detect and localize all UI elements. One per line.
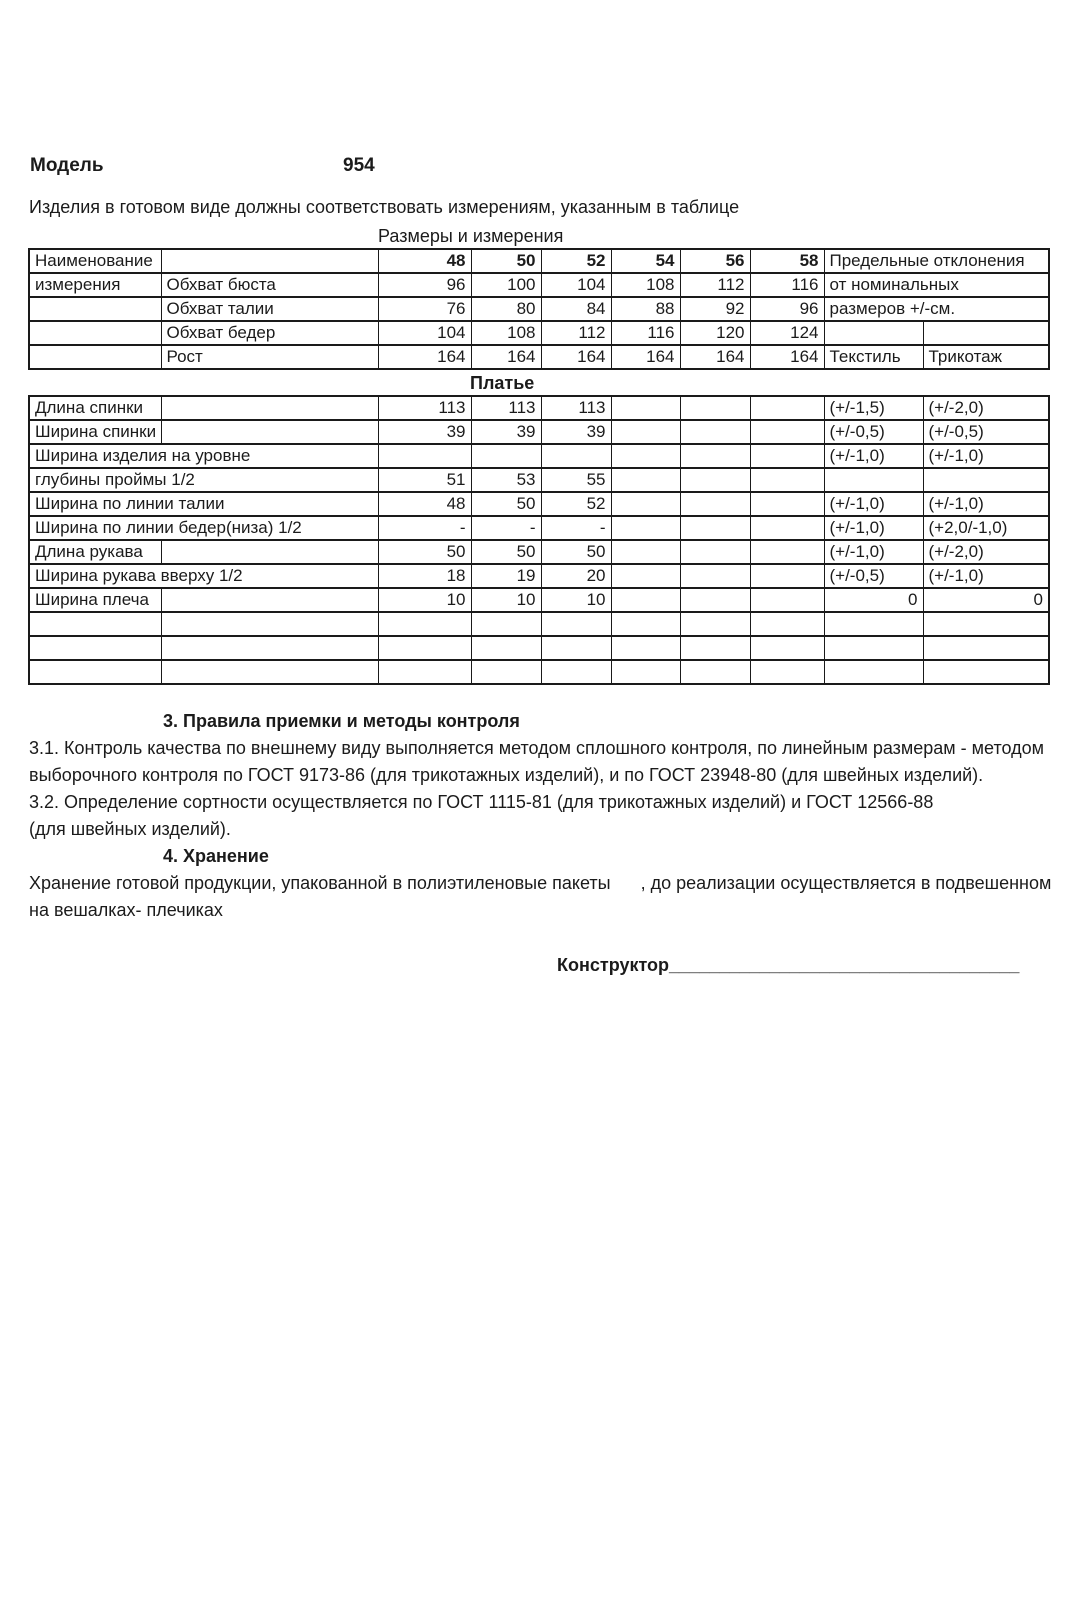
table-cell: 88 <box>611 297 680 321</box>
table-cell: 39 <box>378 420 471 444</box>
table-cell: Наименование <box>29 249 161 273</box>
table-cell: Ширина по линии талии <box>29 492 378 516</box>
table-cell <box>378 660 471 684</box>
table-row <box>29 420 1049 444</box>
paragraph-3-1-line-1: 3.1. Контроль качества по внешнему виду выполняется методом сплошного контроля, по линейным размерам - методом <box>29 738 1045 758</box>
table-row <box>29 249 1049 273</box>
table-row <box>29 564 1049 588</box>
table-row <box>29 660 1049 684</box>
table-cell: 10 <box>471 588 541 612</box>
table-cell: 164 <box>378 345 471 369</box>
table-cell: (+/-2,0) <box>923 396 1049 420</box>
table-cell <box>29 297 161 321</box>
table-cell <box>611 492 680 516</box>
table-cell: (+/-0,5) <box>923 420 1049 444</box>
table-cell <box>161 588 378 612</box>
table-row <box>29 636 1049 660</box>
table-cell: Ширина по линии бедер(низа) 1/2 <box>29 516 378 540</box>
table-cell <box>923 468 1049 492</box>
table-cell: 76 <box>378 297 471 321</box>
table-cell <box>611 540 680 564</box>
table-cell: 10 <box>378 588 471 612</box>
table-cell: (+/-1,0) <box>923 492 1049 516</box>
table-cell <box>750 660 824 684</box>
table-cell: (+/-1,0) <box>824 516 923 540</box>
table-row <box>29 396 1049 420</box>
table-cell: 96 <box>378 273 471 297</box>
table-cell <box>611 516 680 540</box>
table-cell <box>541 660 611 684</box>
table-cell: (+/-2,0) <box>923 540 1049 564</box>
table-cell <box>161 612 378 636</box>
table-cell <box>750 396 824 420</box>
table-cell: 116 <box>611 321 680 345</box>
table-row <box>29 516 1049 540</box>
table-cell <box>680 564 750 588</box>
table-cell: Ширина рукава вверху 1/2 <box>29 564 378 588</box>
signature-row <box>537 934 1019 997</box>
paragraph-3-2-line-2: (для швейных изделий). <box>29 819 231 839</box>
table-cell <box>750 444 824 468</box>
table-cell <box>161 540 378 564</box>
table-row <box>29 297 1049 321</box>
paragraph-3-2-line-1: 3.2. Определение сортности осуществляется по ГОСТ 1115-81 (для трикотажных изделий) и ГОСТ 12566-88 <box>29 792 934 812</box>
table-cell <box>611 444 680 468</box>
table-cell <box>923 660 1049 684</box>
dress-table <box>28 395 1050 685</box>
storage-paragraph-line-2: на вешалках- плечиках <box>29 900 223 920</box>
table-cell <box>824 468 923 492</box>
table-cell <box>750 588 824 612</box>
table-cell: (+/-1,0) <box>824 540 923 564</box>
dress-table-caption: Платье <box>470 373 535 393</box>
table-cell: 19 <box>471 564 541 588</box>
table-cell <box>750 540 824 564</box>
table-cell: Трикотаж <box>923 345 1049 369</box>
table-cell <box>611 468 680 492</box>
table-cell: 164 <box>471 345 541 369</box>
table-cell <box>161 636 378 660</box>
table-cell: 56 <box>680 249 750 273</box>
table-cell: (+/-1,0) <box>923 444 1049 468</box>
table-cell <box>680 420 750 444</box>
table-cell: - <box>541 516 611 540</box>
table-cell: Текстиль <box>824 345 923 369</box>
table-cell <box>541 636 611 660</box>
table-cell: 50 <box>378 540 471 564</box>
table-cell: (+/-1,0) <box>824 492 923 516</box>
storage-paragraph-line-1: Хранение готовой продукции, упакованной в полиэтиленовые пакеты , до реализации осуществляется в подвешенном <box>29 873 1052 893</box>
table-cell: 112 <box>680 273 750 297</box>
table-cell: 116 <box>750 273 824 297</box>
table-cell <box>29 612 161 636</box>
table-cell <box>750 420 824 444</box>
table-cell: 104 <box>541 273 611 297</box>
sizes-table-caption: Размеры и измерения <box>378 226 564 246</box>
table-cell: 164 <box>541 345 611 369</box>
table-cell: - <box>378 516 471 540</box>
table-cell <box>611 588 680 612</box>
table-row <box>29 612 1049 636</box>
table-cell <box>680 612 750 636</box>
table-row <box>29 468 1049 492</box>
table-cell: 164 <box>750 345 824 369</box>
table-cell <box>680 636 750 660</box>
table-cell <box>29 660 161 684</box>
table-cell: 112 <box>541 321 611 345</box>
table-cell <box>471 444 541 468</box>
table-cell: 52 <box>541 249 611 273</box>
table-cell <box>680 396 750 420</box>
table-cell: 54 <box>611 249 680 273</box>
table-cell <box>680 588 750 612</box>
table-cell: Обхват бедер <box>161 321 378 345</box>
table-cell: 124 <box>750 321 824 345</box>
table-cell: (+/-1,0) <box>923 564 1049 588</box>
table-cell <box>161 249 378 273</box>
table-row <box>29 444 1049 468</box>
table-cell <box>541 444 611 468</box>
table-cell <box>29 345 161 369</box>
table-cell <box>611 612 680 636</box>
table-cell: (+2,0/-1,0) <box>923 516 1049 540</box>
table-cell <box>750 492 824 516</box>
model-row <box>30 155 375 177</box>
constructor-label: Конструктор <box>557 955 670 975</box>
table-cell <box>471 660 541 684</box>
table-row <box>29 588 1049 612</box>
table-cell: 53 <box>471 468 541 492</box>
table-cell: 48 <box>378 492 471 516</box>
table-cell <box>824 321 923 345</box>
table-cell <box>611 420 680 444</box>
table-cell: 96 <box>750 297 824 321</box>
table-cell: Длина спинки <box>29 396 161 420</box>
table-cell <box>750 564 824 588</box>
table-cell: 113 <box>471 396 541 420</box>
table-cell: 80 <box>471 297 541 321</box>
table-cell: 48 <box>378 249 471 273</box>
table-cell: от номинальных <box>824 273 1049 297</box>
table-cell: 51 <box>378 468 471 492</box>
table-cell: Рост <box>161 345 378 369</box>
table-cell: 0 <box>923 588 1049 612</box>
table-cell: Обхват бюста <box>161 273 378 297</box>
table-cell <box>923 636 1049 660</box>
table-cell: 50 <box>471 249 541 273</box>
table-cell <box>750 468 824 492</box>
table-cell: 39 <box>541 420 611 444</box>
model-number: 954 <box>343 155 375 176</box>
table-cell <box>541 612 611 636</box>
table-row <box>29 321 1049 345</box>
table-cell <box>378 636 471 660</box>
table-cell: 100 <box>471 273 541 297</box>
table-cell <box>824 612 923 636</box>
table-cell: 52 <box>541 492 611 516</box>
table-cell: 58 <box>750 249 824 273</box>
table-cell <box>611 636 680 660</box>
table-cell: 164 <box>680 345 750 369</box>
sizes-table <box>28 248 1050 370</box>
table-cell <box>824 636 923 660</box>
table-cell: - <box>471 516 541 540</box>
table-row <box>29 273 1049 297</box>
table-row <box>29 492 1049 516</box>
signature-blank-line: ___________________________________ <box>669 955 1020 975</box>
table-cell <box>680 444 750 468</box>
table-cell <box>680 660 750 684</box>
table-cell: Ширина изделия на уровне <box>29 444 378 468</box>
table-cell: 50 <box>541 540 611 564</box>
table-cell <box>611 660 680 684</box>
table-cell: 50 <box>471 540 541 564</box>
table-cell: измерения <box>29 273 161 297</box>
table-cell <box>680 492 750 516</box>
table-cell: Длина рукава <box>29 540 161 564</box>
table-row <box>29 345 1049 369</box>
table-cell <box>378 444 471 468</box>
table-cell <box>750 516 824 540</box>
table-cell: 50 <box>471 492 541 516</box>
table-cell: 55 <box>541 468 611 492</box>
table-cell <box>750 636 824 660</box>
table-cell <box>750 612 824 636</box>
table-cell: глубины проймы 1/2 <box>29 468 378 492</box>
model-label: Модель <box>30 155 104 176</box>
table-cell: 108 <box>471 321 541 345</box>
table-cell: 164 <box>611 345 680 369</box>
table-cell <box>471 636 541 660</box>
table-cell: 120 <box>680 321 750 345</box>
table-cell: (+/-0,5) <box>824 420 923 444</box>
table-cell: 104 <box>378 321 471 345</box>
table-cell <box>923 321 1049 345</box>
table-cell <box>471 612 541 636</box>
table-cell: 113 <box>378 396 471 420</box>
table-cell: 84 <box>541 297 611 321</box>
table-cell <box>161 660 378 684</box>
rules-and-storage-sections <box>29 708 1051 924</box>
table-cell <box>29 321 161 345</box>
section-4-heading: 4. Хранение <box>163 846 269 866</box>
table-cell <box>923 612 1049 636</box>
table-cell: Предельные отклонения <box>824 249 1049 273</box>
table-cell <box>378 612 471 636</box>
table-cell: 0 <box>824 588 923 612</box>
table-cell <box>611 564 680 588</box>
table-cell: 39 <box>471 420 541 444</box>
table-cell <box>824 660 923 684</box>
table-cell <box>680 516 750 540</box>
table-cell: 108 <box>611 273 680 297</box>
paragraph-3-1-line-2: выборочного контроля по ГОСТ 9173-86 (для трикотажных изделий), и по ГОСТ 23948-80 (для швейных изделий). <box>29 765 984 785</box>
table-cell: 20 <box>541 564 611 588</box>
table-cell <box>161 420 378 444</box>
table-cell: 92 <box>680 297 750 321</box>
table-cell: (+/-1,5) <box>824 396 923 420</box>
table-cell: Обхват талии <box>161 297 378 321</box>
table-cell: 10 <box>541 588 611 612</box>
table-cell: Ширина плеча <box>29 588 161 612</box>
intro-text: Изделия в готовом виде должны соответствовать измерениям, указанным в таблице <box>29 197 740 217</box>
table-row <box>29 540 1049 564</box>
table-cell <box>611 396 680 420</box>
table-cell <box>680 540 750 564</box>
table-cell: (+/-1,0) <box>824 444 923 468</box>
table-cell: размеров +/-см. <box>824 297 1049 321</box>
table-cell: 113 <box>541 396 611 420</box>
table-cell: (+/-0,5) <box>824 564 923 588</box>
table-cell <box>29 636 161 660</box>
section-3-heading: 3. Правила приемки и методы контроля <box>163 711 520 731</box>
table-cell: Ширина спинки <box>29 420 161 444</box>
table-cell <box>680 468 750 492</box>
table-cell: 18 <box>378 564 471 588</box>
table-cell <box>161 396 378 420</box>
